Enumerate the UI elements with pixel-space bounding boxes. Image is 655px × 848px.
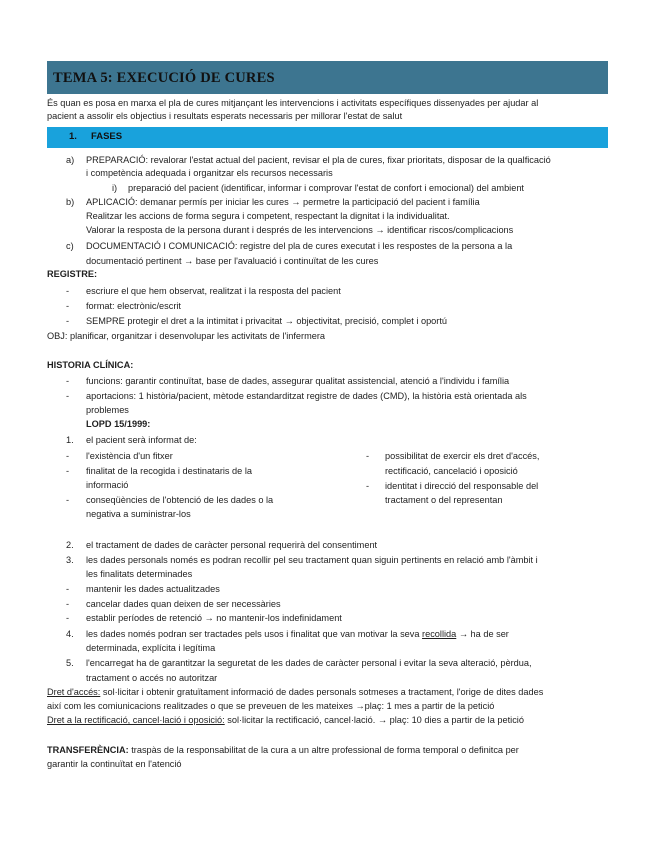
right-bullet-2-cont: tractament o del representan (385, 495, 503, 505)
bullet-dash: - (66, 301, 70, 311)
lopd-heading: LOPD 15/1999: (86, 419, 151, 429)
point-3-number: 3. (66, 555, 74, 565)
intro-line-2: pacient a assolir els objectius i resultats esperats necessaris per millorar l'estat de salut (47, 111, 403, 121)
bullet-dash: - (366, 451, 370, 461)
dret-rect-label: Dret a la rectificació, cancel·lació i oposició: (47, 715, 225, 725)
dret-rectificacio (47, 714, 524, 726)
dret-acces-text: sol·licitar i obtenir gratuïtament informació de dades personals sotmeses a tractament, l'orige de dites dades (100, 687, 544, 697)
registre-bullet-3: SEMPRE protegir el dret a la intimitat i privacitat → objectivitat, precisió, complet i oportú (86, 316, 448, 326)
point-2-number: 2. (66, 540, 74, 550)
fases-label: FASES (90, 131, 123, 142)
point-3-bullet-2: cancelar dades quan deixen de ser necessàries (86, 599, 281, 609)
fase-b-line-3: Valorar la resposta de la persona durant i després de les intervencions → identificar riscos/complicacions (86, 225, 514, 235)
point-1-text: el pacient serà informat de: (86, 435, 197, 445)
point-3-line-2: les finalitats determinades (86, 569, 193, 579)
left-bullet-2: finalitat de la recogida i destinataris de la (86, 466, 252, 476)
point-5-line-2: tractament o accés no autoritzar (86, 673, 218, 683)
dret-acces-line-2: així com les comiunicacions realitzades o que se preveuen de les mateixes →plaç: 1 mes a partir de la petició (47, 701, 495, 711)
transferencia-line-1 (47, 744, 519, 756)
point-3-bullet-1: mantenir les dades actualitzades (86, 584, 220, 594)
dret-acces-line-1 (47, 686, 543, 698)
fases-number: 1. (69, 131, 77, 142)
transferencia-text: traspàs de la responsabilitat de la cura a un altre professional de forma temporal o definitca per (128, 745, 519, 755)
fase-b-line-2: Realitzar les accions de forma segura i competent, respectant la dignitat i la individualitat. (86, 211, 450, 221)
fase-marker-i: i) (112, 183, 118, 193)
fase-marker-b: b) (66, 197, 75, 207)
bullet-dash: - (66, 451, 70, 461)
historia-bullet-2: aportacions: 1 història/pacient, mètode estandarditzat registre de dades (CMD), la història està orientada als (86, 391, 527, 401)
point-5-line-1: l'encarregat ha de garantitzar la seguretat de les dades de caràcter personal i evitar la seva alteració, pèrdua, (86, 658, 532, 668)
registre-heading: REGISTRE: (47, 269, 98, 279)
point-4-post: → ha de ser (456, 629, 509, 639)
title-banner (47, 61, 608, 94)
dret-acces-label: Dret d'accés: (47, 687, 101, 697)
transferencia-line-2: garantir la continuïtat en l'atenció (47, 759, 182, 769)
fase-c-line-2: documentació pertinent → base per l'avaluació i continuïtat de les cures (86, 256, 379, 266)
point-1-number: 1. (66, 435, 74, 445)
point-4-line-2: determinada, explícita i legítima (86, 643, 216, 653)
fase-c-line-1: DOCUMENTACIÓ I COMUNICACIÓ: registre del pla de cures executat i les respostes de la persona a la (86, 241, 513, 251)
bullet-dash: - (366, 481, 370, 491)
left-bullet-3: conseqüències de l'obtenció de les dades o la (86, 495, 274, 505)
fase-marker-c: c) (66, 241, 74, 251)
right-bullet-1: possibilitat de exercir els dret d'accés, (385, 451, 540, 461)
historia-bullet-2-cont: problemes (86, 405, 129, 415)
historia-heading: HISTORIA CLÍNICA: (47, 360, 134, 370)
bullet-dash: - (66, 316, 70, 326)
left-bullet-3-cont: negativa a suministrar-los (86, 509, 191, 519)
historia-bullet-1: funcions: garantir continuïtat, base de dades, assegurar qualitat assistencial, atenció a l'individu i família (86, 376, 510, 386)
fase-i-line-1: preparació del pacient (identificar, informar i comprovar l'estat de confort i emocional) del ambient (128, 183, 524, 193)
point-3-line-1: les dades personals només es podran recollir pel seu tractament quan siguin pertinents en relació amb l'àmbit i (86, 555, 538, 565)
registre-bullet-1: escriure el que hem observat, realitzat i la resposta del pacient (86, 286, 341, 296)
transferencia-label: TRANSFERÈNCIA: (47, 745, 129, 755)
bullet-dash: - (66, 286, 70, 296)
point-5-number: 5. (66, 658, 74, 668)
point-3-bullet-3: establir períodes de retenció → no mantenir-los indefinidament (86, 613, 342, 623)
point-4-line-1 (86, 628, 509, 640)
point-4-pre: les dades només podran ser tractades pels usos i finalitat que van motivar la seva (86, 629, 423, 639)
fase-a-line-2: i competència adequada i organitzar els recursos necessaris (86, 168, 333, 178)
dret-rect-text: sol·licitar la rectificació, cancel·lació. → plaç: 10 dies a partir de la petició (224, 715, 524, 725)
fase-marker-a: a) (66, 155, 75, 165)
point-4-number: 4. (66, 629, 74, 639)
fase-b-line-1: APLICACIÓ: demanar permís per iniciar les cures → permetre la participació del pacient i família (86, 197, 480, 207)
registre-obj: OBJ: planificar, organitzar i desenvolupar les activitats de l'infermera (47, 331, 326, 341)
registre-bullet-2: format: electrònic/escrit (86, 301, 181, 311)
point-2-text: el tractament de dades de caràcter personal requerirà del consentiment (86, 540, 378, 550)
bullet-dash: - (66, 584, 70, 594)
intro-line-1: És quan es posa en marxa el pla de cures mitjançant les intervencions i activitats específiques dissenyades per ajudar al (47, 98, 539, 108)
bullet-dash: - (66, 391, 70, 401)
left-bullet-1: l'existència d'un fitxer (86, 451, 173, 461)
fase-a-line-1: PREPARACIÓ: revalorar l'estat actual del pacient, revisar el pla de cures, fixar prioritats, disposar de la qualficació (86, 155, 551, 165)
bullet-dash: - (66, 495, 70, 505)
point-4-underlined: recollida (422, 629, 457, 639)
right-bullet-1-cont: rectificació, cancelació i oposició (385, 466, 518, 476)
left-bullet-2-cont: informació (86, 480, 129, 490)
bullet-dash: - (66, 613, 70, 623)
right-bullet-2: identitat i direcció del responsable del (385, 481, 539, 491)
page-title: TEMA 5: EXECUCIÓ DE CURES (53, 70, 275, 86)
fases-heading (69, 131, 122, 142)
bullet-dash: - (66, 599, 70, 609)
bullet-dash: - (66, 376, 70, 386)
fases-banner (47, 127, 608, 148)
bullet-dash: - (66, 466, 70, 476)
